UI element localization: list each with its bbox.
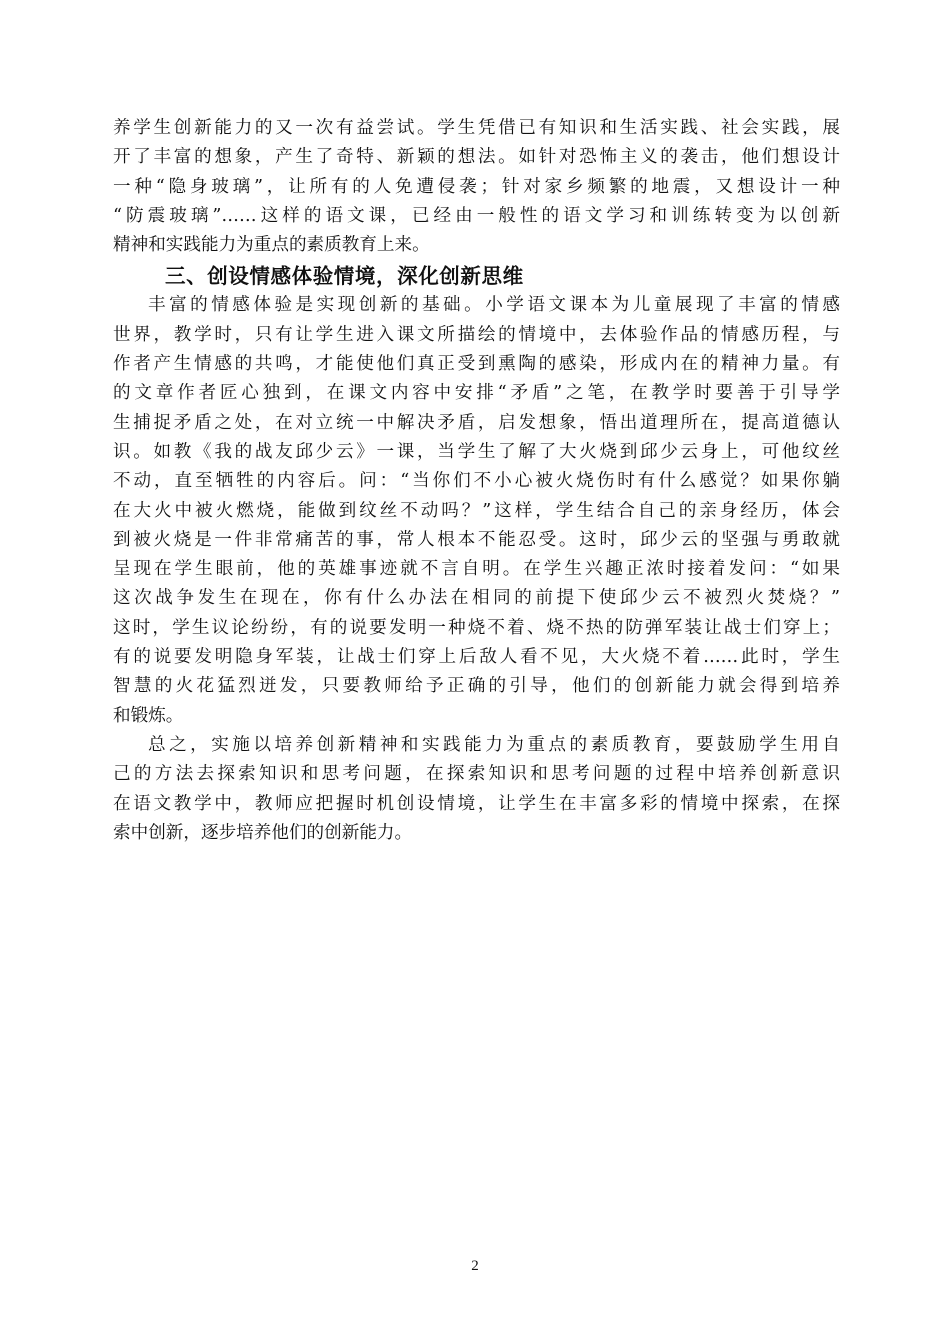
text-line: 呈现在学生眼前，他的英雄事迹就不言自明。在学生兴趣正浓时接着发问：“如果	[113, 559, 840, 580]
text-line: 的文章作者匠心独到，在课文内容中安排“矛盾”之笔，在教学时要善于引导学	[113, 383, 840, 404]
text-line: 到被火烧是一件非常痛苦的事，常人根本不能忍受。这时，邱少云的坚强与勇敢就	[113, 529, 840, 550]
text-line: “防震玻璃”……这样的语文课，已经由一般性的语文学习和训练转变为以创新	[113, 205, 840, 226]
text-line: 识。如教《我的战友邱少云》一课，当学生了解了大火烧到邱少云身上，可他纹丝	[113, 441, 840, 462]
text-line: 这次战争发生在现在，你有什么办法在相同的前提下使邱少云不被烈火焚烧？”	[113, 588, 840, 609]
text-line: 和锻炼。	[113, 705, 184, 726]
text-line: 丰富的情感体验是实现创新的基础。小学语文课本为儿童展现了丰富的情感	[148, 295, 840, 316]
text-line: 索中创新，逐步培养他们的创新能力。	[113, 822, 413, 843]
text-line: 养学生创新能力的又一次有益尝试。学生凭借已有知识和生活实践、社会实践，展	[113, 118, 840, 138]
text-line: 精神和实践能力为重点的素质教育上来。	[113, 235, 430, 256]
text-line: 作者产生情感的共鸣，才能使他们真正受到熏陶的感染，形成内在的精神力量。有	[113, 354, 840, 375]
text-line: 总之，实施以培养创新精神和实践能力为重点的素质教育，要鼓励学生用自	[148, 734, 840, 755]
paragraph-continuation	[113, 114, 840, 260]
text-line: 智慧的火花猛烈迸发，只要教师给予正确的引导，他们的创新能力就会得到培养	[113, 676, 840, 697]
text-line: 这时，学生议论纷纷，有的说要发明一种烧不着、烧不热的防弹军装让战士们穿上；	[113, 617, 840, 638]
page-number: 2	[471, 1258, 479, 1274]
text-line: 不动，直至牺牲的内容后。问：“当你们不小心被火烧伤时有什么感觉？如果你躺	[113, 471, 840, 492]
text-line: 开了丰富的想象，产生了奇特、新颖的想法。如针对恐怖主义的袭击，他们想设计	[113, 147, 840, 168]
paragraph-emotional-experience	[113, 291, 840, 730]
paragraph-conclusion	[113, 731, 840, 848]
document-body	[113, 114, 840, 848]
text-line: 世界，教学时，只有让学生进入课文所描绘的情境中，去体验作品的情感历程，与	[113, 324, 840, 345]
section-heading: 三、创设情感体验情境，深化创新思维	[165, 264, 524, 289]
text-line: 一种“隐身玻璃”，让所有的人免遭侵袭；针对家乡频繁的地震，又想设计一种	[113, 176, 840, 197]
text-line: 在大火中被火燃烧，能做到纹丝不动吗？”这样，学生结合自己的亲身经历，体会	[113, 500, 840, 521]
text-line: 在语文教学中，教师应把握时机创设情境，让学生在丰富多彩的情境中探索，在探	[113, 793, 840, 814]
text-line: 己的方法去探索知识和思考问题，在探索知识和思考问题的过程中培养创新意识	[113, 764, 840, 785]
text-line: 生捕捉矛盾之处，在对立统一中解决矛盾，启发想象，悟出道理所在，提高道德认	[113, 412, 840, 433]
text-line: 有的说要发明隐身军装，让战士们穿上后敌人看不见，大火烧不着……此时，学生	[113, 647, 840, 668]
